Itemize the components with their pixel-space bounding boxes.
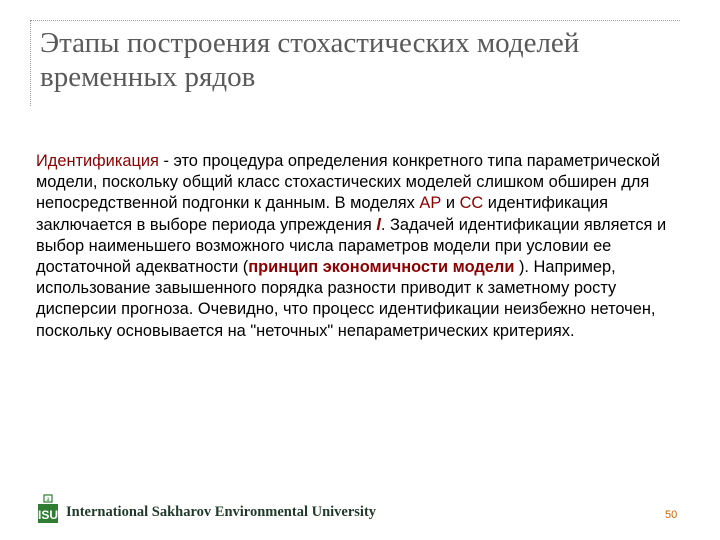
svg-text:a: a [46, 495, 50, 503]
body-text-part1: - это процедура определения конкретного типа параметрической модели, поскольку общий класс стохастических моделей слишком обширен для непосредственной подгонки к данным. В моделях [36, 152, 661, 213]
body-text-part5: ). Например, использование завышенного порядка разности приводит к заметному росту дисперсии прогноза. Очевидно, что процесс идентификации неизбежно неточен, поскольку основывается на "неточных" непараметрических критериях. [36, 258, 656, 340]
slide-title-line2: временных рядов [40, 61, 256, 93]
slide-title-line1: Этапы построения стохастических моделей [40, 27, 580, 59]
body-text-part3: идентификация заключается в выборе периода упреждения [36, 194, 609, 234]
footer-university-name: International Sakharov Environmental University [66, 504, 377, 520]
term-ss: СС [459, 194, 484, 213]
term-l: l [376, 215, 381, 234]
page-number: 50 [665, 509, 678, 521]
title-frame-vertical-line [30, 20, 31, 106]
body-text-part4: . Задачей идентификации является и выбор наименьшего возможного числа параметров модели при условии ее достаточной адекватности ( [36, 215, 667, 277]
term-principle: принцип экономичности модели [248, 258, 515, 277]
isu-logo-icon [37, 494, 59, 524]
svg-text:ISU: ISU [37, 508, 59, 522]
term-ar: АР [419, 194, 442, 213]
title-frame-horizontal-line [30, 20, 680, 21]
body-paragraph [36, 151, 686, 342]
slide-title [40, 26, 680, 94]
body-text-part2: и [441, 194, 460, 213]
term-identification: Идентификация [36, 152, 159, 170]
